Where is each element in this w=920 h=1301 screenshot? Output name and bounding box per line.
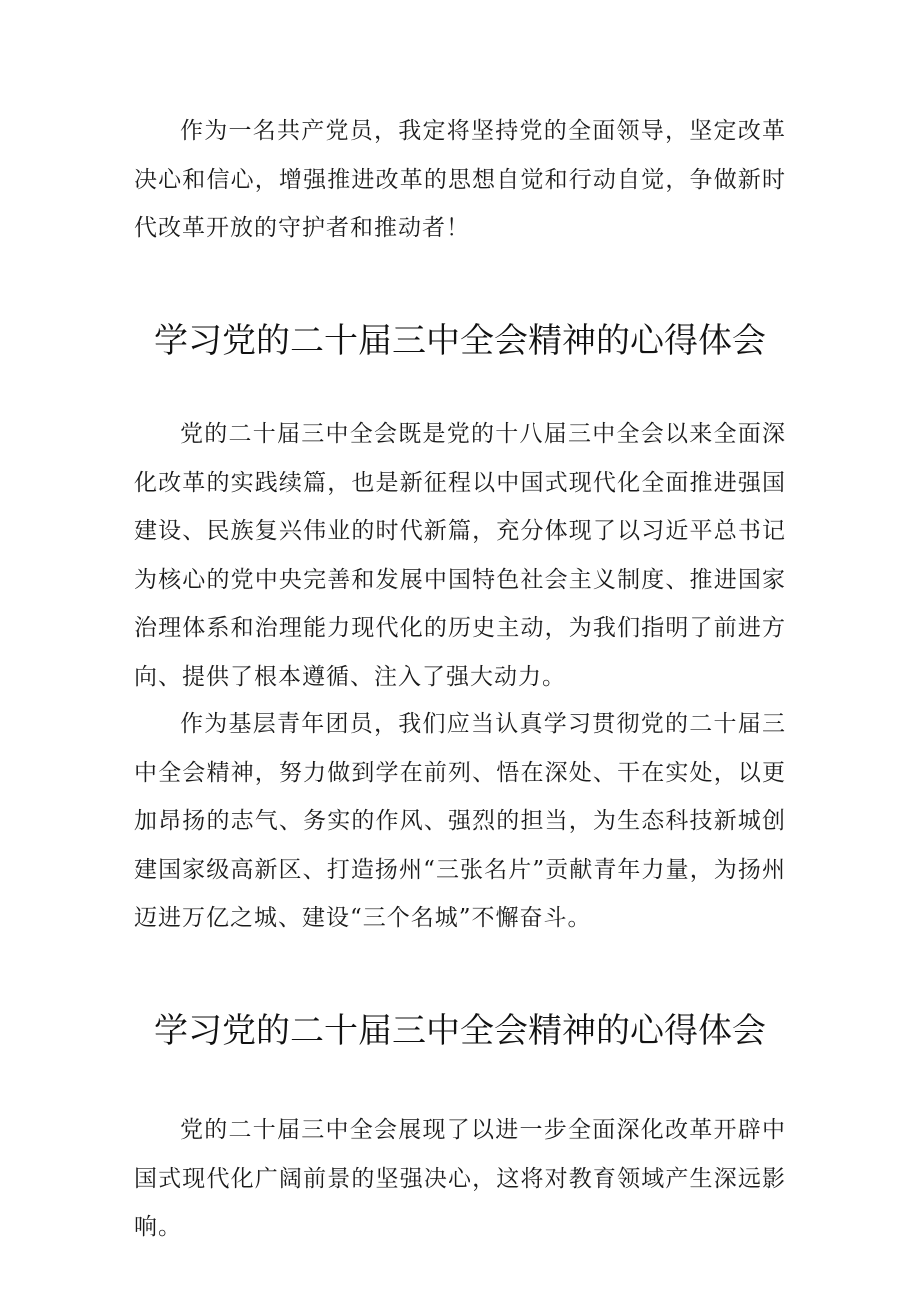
section-1-paragraph-2: 作为基层青年团员，我们应当认真学习贯彻党的二十届三中全会精神，努力做到学在前列、悟在深处、干在实处，以更加昂扬的志气、务实的作风、强烈的担当，为生态科技新城创建国家级高新区、打造扬州“三张名片”贡献青年力量，为扬州迈进万亿之城、建设“三个名城”不懈奋斗。 [134, 711, 786, 931]
intro-paragraph: 作为一名共产党员，我定将坚持党的全面领导，坚定改革决心和信心，增强推进改革的思想自觉和行动自觉，争做新时代改革开放的守护者和推动者！ [134, 118, 786, 241]
section-1-title: 学习党的二十届三中全会精神的心得体会 [154, 321, 766, 361]
section-1-paragraph-1: 党的二十届三中全会既是党的十八届三中全会以来全面深化改革的实践续篇，也是新征程以中国式现代化全面推进强国建设、民族复兴伟业的时代新篇，充分体现了以习近平总书记为核心的党中央完善和发展中国特色社会主义制度、推进国家治理体系和治理能力现代化的历史主动，为我们指明了前进方向、提供了根本遵循、注入了强大动力。 [134, 421, 786, 690]
section-2-paragraph-1: 党的二十届三中全会展现了以进一步全面深化改革开辟中国式现代化广阔前景的坚强决心，这将对教育领域产生深远影响。 [134, 1117, 786, 1240]
section-2-title: 学习党的二十届三中全会精神的心得体会 [154, 1011, 766, 1051]
